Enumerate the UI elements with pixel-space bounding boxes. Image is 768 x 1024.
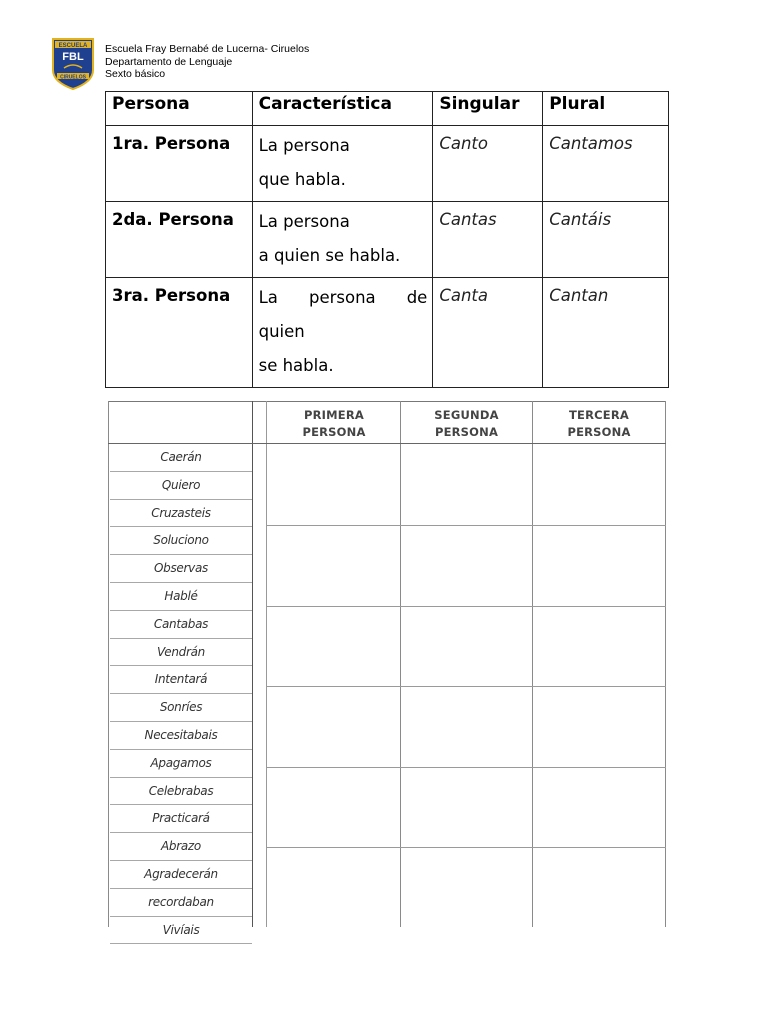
- column-header-tercera: [533, 407, 665, 441]
- singular-cell: Cantas: [433, 202, 543, 278]
- caracteristica-line: a quien se habla.: [258, 246, 401, 265]
- grade-level: Sexto básico: [105, 68, 166, 80]
- caracteristica-cell: [252, 278, 433, 388]
- caracteristica-line: La persona: [258, 136, 350, 155]
- caracteristica-line: se habla.: [258, 356, 334, 375]
- column-header-line: PRIMERA: [303, 408, 365, 422]
- header-plural: Plural: [543, 92, 669, 126]
- plural-cell: Cantan: [543, 278, 669, 388]
- logo-text-top: ESCUELA: [58, 43, 88, 49]
- verb-item: Observas: [110, 555, 252, 583]
- caracteristica-cell: [252, 126, 433, 202]
- table-row: [106, 126, 669, 202]
- persona-cell: 3ra. Persona: [106, 278, 253, 388]
- school-shield-icon: [52, 38, 94, 90]
- school-logo: [52, 38, 94, 90]
- exercise-table: [108, 401, 666, 937]
- header-caracteristica: Característica: [252, 92, 433, 126]
- caracteristica-line: [259, 281, 428, 315]
- school-header: [105, 43, 309, 81]
- verb-item: Intentará: [110, 666, 252, 694]
- verb-item: Agradecerán: [110, 861, 252, 889]
- verb-item: Necesitabais: [110, 722, 252, 750]
- logo-text-bottom: CIRUELOS: [60, 74, 86, 81]
- table-row: [106, 202, 669, 278]
- verb-item: Celebrabas: [110, 778, 252, 806]
- caracteristica-line: quien: [258, 322, 305, 341]
- table-header-row: [106, 92, 669, 126]
- conjugation-table: [105, 91, 669, 388]
- verb-item: Caerán: [110, 444, 252, 472]
- verb-list: [110, 444, 252, 944]
- verb-item: Abrazo: [110, 833, 252, 861]
- verb-item: Sonríes: [110, 694, 252, 722]
- plural-cell: Cantáis: [543, 202, 669, 278]
- persona-cell: 2da. Persona: [106, 202, 253, 278]
- caracteristica-line: que habla.: [258, 170, 346, 189]
- column-header-line: TERCERA: [568, 408, 629, 422]
- verb-item: Soluciono: [110, 527, 252, 555]
- justified-word: de: [406, 288, 428, 307]
- header-persona: Persona: [106, 92, 253, 126]
- verb-item: Apagamos: [110, 750, 252, 778]
- plural-cell: Cantamos: [543, 126, 669, 202]
- header-singular: Singular: [433, 92, 543, 126]
- verb-item: Cantabas: [110, 611, 252, 639]
- verb-item: Vivíais: [110, 917, 252, 945]
- verb-item: Cruzasteis: [110, 500, 252, 528]
- caracteristica-line: La persona: [258, 212, 350, 231]
- school-name: Escuela Fray Bernabé de Lucerna- Ciruelos: [105, 43, 310, 55]
- justified-word: La: [258, 288, 278, 307]
- verb-item: recordaban: [110, 889, 252, 917]
- singular-cell: Canta: [433, 278, 543, 388]
- column-header-primera: [268, 407, 400, 441]
- singular-cell: Canto: [433, 126, 543, 202]
- verb-item: Quiero: [110, 472, 252, 500]
- column-header-line: PERSONA: [434, 425, 499, 439]
- logo-text-main: FBL: [62, 51, 84, 63]
- verb-item: Hablé: [110, 583, 252, 611]
- column-header-line: SEGUNDA: [434, 408, 499, 422]
- column-header-segunda: [401, 407, 532, 441]
- column-header-line: PERSONA: [567, 425, 631, 439]
- justified-word: persona: [308, 288, 376, 307]
- verb-item: Practicará: [110, 805, 252, 833]
- caracteristica-cell: [252, 202, 433, 278]
- department-name: Departamento de Lenguaje: [105, 55, 233, 68]
- column-header-line: PERSONA: [302, 425, 366, 439]
- persona-cell: 1ra. Persona: [106, 126, 253, 202]
- table-row: [106, 278, 669, 388]
- verb-item: Vendrán: [110, 639, 252, 667]
